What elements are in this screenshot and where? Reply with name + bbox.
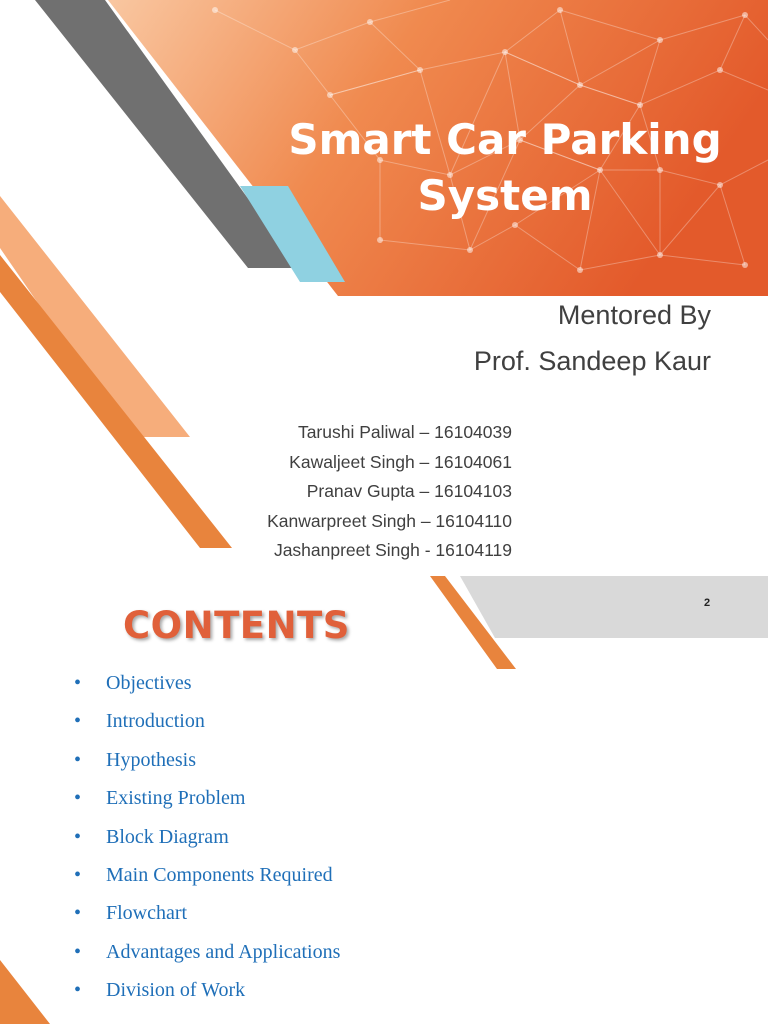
mentor-name: Prof. Sandeep Kaur <box>473 346 711 376</box>
list-item-label: Hypothesis <box>106 748 196 771</box>
bullet-icon: • <box>74 787 82 810</box>
title-line-2: System <box>417 171 593 220</box>
bullet-icon: • <box>74 672 82 694</box>
contents-list <box>74 672 340 1018</box>
bullet-icon: • <box>74 902 82 925</box>
orange-stripe <box>0 255 232 548</box>
list-item-label: Division of Work <box>106 979 246 1002</box>
team-member: Pranav Gupta – 16104103 <box>306 481 512 501</box>
gray-header-bar <box>460 576 768 638</box>
list-item <box>74 979 340 1017</box>
list-item-label: Block Diagram <box>106 825 229 848</box>
list-item <box>74 826 340 864</box>
bullet-icon: • <box>74 979 82 1002</box>
contents-slide <box>0 576 768 1024</box>
team-member: Tarushi Paliwal – 16104039 <box>297 422 512 442</box>
list-item-label: Introduction <box>106 710 205 733</box>
list-item <box>74 710 340 748</box>
list-item-label: Main Components Required <box>106 863 333 886</box>
list-item-label: Objectives <box>106 672 192 694</box>
bullet-icon: • <box>74 748 82 771</box>
mentor-label: Mentored By <box>557 300 711 330</box>
list-item-label: Advantages and Applications <box>106 940 341 963</box>
list-item <box>74 864 340 902</box>
presentation-title <box>250 112 760 224</box>
bullet-icon: • <box>74 863 82 886</box>
team-member: Kawaljeet Singh – 16104061 <box>289 451 512 472</box>
contents-heading: CONTENTS <box>123 604 350 647</box>
bullet-icon: • <box>74 710 82 733</box>
bullet-icon: • <box>74 825 82 848</box>
list-item <box>74 672 340 710</box>
bullet-icon: • <box>74 940 82 963</box>
list-item <box>74 902 340 940</box>
list-item <box>74 787 340 825</box>
team-members-list <box>267 418 512 566</box>
list-item-label: Existing Problem <box>106 787 246 810</box>
corner-orange-stripe <box>0 960 50 1024</box>
team-member: Kanwarpreet Singh – 16104110 <box>267 510 512 531</box>
slide-number: 2 <box>704 597 711 609</box>
team-member: Jashanpreet Singh - 16104119 <box>273 540 512 560</box>
list-item <box>74 941 340 979</box>
list-item <box>74 749 340 787</box>
title-line-1: Smart Car Parking <box>288 115 722 164</box>
list-item-label: Flowchart <box>106 902 188 925</box>
